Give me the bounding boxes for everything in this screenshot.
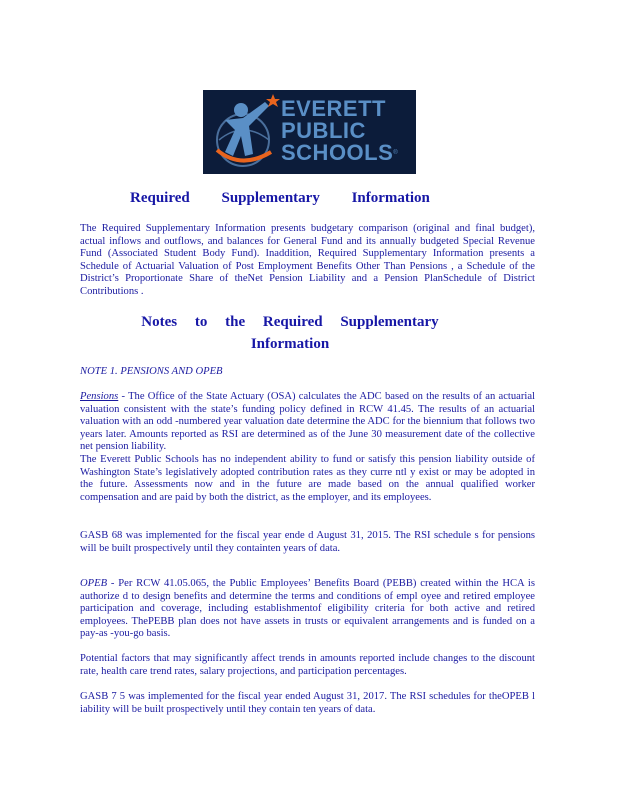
page-title: Required Supplementary Information: [130, 190, 430, 206]
pensions-text: - The Office of the State Actuary (OSA) calculates the ADC based on the results of an actuarial valuation consistent with the state’s funding policy defined in RCW 41.45. The results of an actuarial valuation with an odd -numbered year valuation date determine the ADC for the biennium that follows two years later. Amounts reported as RSI are determined as of the June 30 measurement date of the collective net pension liability.: [80, 391, 535, 453]
registered-mark: ®: [393, 150, 399, 156]
logo-line-3: SCHOOLS®: [281, 140, 399, 165]
gasb68-paragraph: GASB 68 was implemented for the fiscal year ende d August 31, 2015. The RSI schedule s for pensions will be built prospectively until they containten years of data.: [80, 530, 535, 554]
opeb-label: OPEB: [80, 578, 108, 589]
district-logo: [203, 90, 416, 174]
pensions-paragraph: [80, 391, 535, 454]
opeb-paragraph: [80, 578, 535, 641]
opeb-text: - Per RCW 41.05.065, the Public Employees’ Benefits Board (PEBB) created within the HCA is authorize d to design benefits and determine the terms and conditions of empl oyee and retired employee participation and coverage, including establishmentof eligibility criteria for both active and retired employees. ThePEBB plan does not have assets in trusts or equivalent arrangements and is funded on a pay-as -you-go basis.: [80, 578, 535, 640]
district-liability-paragraph: The Everett Public Schools has no independent ability to fund or satisfy this pension liability outside of Washington State’s legislatively adopted contribution rates as they curre ntl y exist or may be adopted in the future. Assessments now and in the future are made based on the annual qualified worker compensation and are paid by both the district, as the employer, and its employees.: [80, 454, 535, 503]
logo-line-1: EVERETT: [281, 96, 386, 121]
note-heading: NOTE 1. PENSIONS AND OPEB: [80, 366, 223, 377]
pensions-label: Pensions: [80, 391, 119, 402]
trend-factors-paragraph: Potential factors that may significantly affect trends in amounts reported include changes to the discount rate, health care trend rates, salary projections, and participation percentages.: [80, 653, 535, 677]
notes-title-line-1: Notes to the Required Supplementary: [141, 314, 439, 330]
notes-title: [130, 311, 450, 355]
intro-paragraph: The Required Supplementary Information presents budgetary comparison (original and final budget), actual inflows and outflows, and balances for General Fund and its annually budgeted Special Revenue Fund (Associated Student Body Fund). Inaddition, Required Supplementary Information presents a Schedule of Actuarial Valuation of Post Employment Benefits Other Than Pensions , a Schedule of the District’s Proportionate Share of theNet Pension Liability and a Pension PlanSchedule of District Contributions .: [80, 223, 535, 297]
gasb75-paragraph: GASB 7 5 was implemented for the fiscal year ended August 31, 2017. The RSI schedules for theOPEB l iability will be built prospectively until they contain ten years of data.: [80, 691, 535, 715]
notes-title-line-2: Information: [250, 336, 330, 352]
logo-wordmark: [281, 98, 398, 164]
logo-line-2: PUBLIC: [281, 118, 366, 143]
